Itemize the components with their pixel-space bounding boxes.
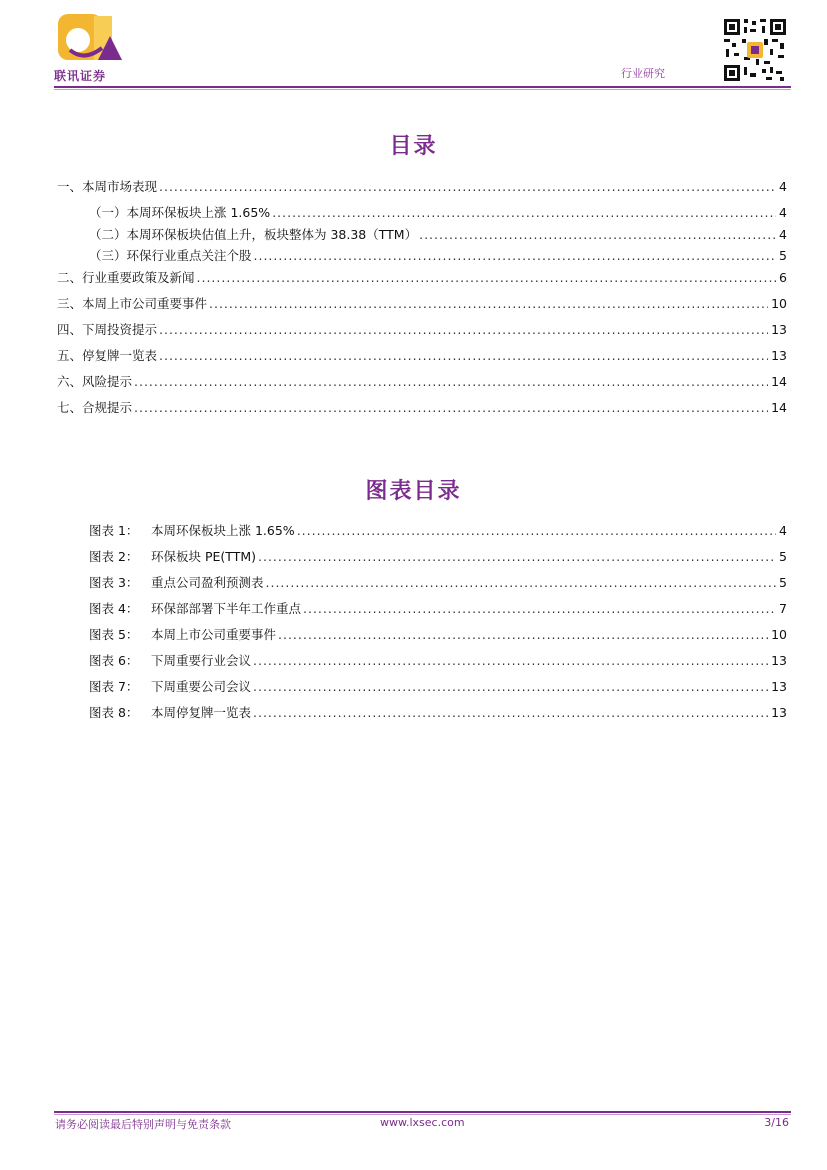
toc-item-page: 4 xyxy=(779,179,787,194)
toc-item[interactable] xyxy=(89,246,787,266)
figure-item[interactable] xyxy=(89,651,787,671)
figure-page: 5 xyxy=(779,575,787,590)
figure-page: 5 xyxy=(779,549,787,564)
toc-leader xyxy=(159,322,768,337)
figure-number: 图表 6： xyxy=(89,653,139,668)
figure-label: 重点公司盈利预测表 xyxy=(151,575,264,590)
figure-number: 图表 3： xyxy=(89,575,139,590)
toc-item-page: 6 xyxy=(779,270,787,285)
figure-item[interactable] xyxy=(89,599,787,619)
toc-item-label: 六、风险提示 xyxy=(57,374,133,389)
footer-website[interactable]: www.lxsec.com xyxy=(380,1116,465,1129)
toc-item[interactable] xyxy=(89,225,787,245)
figure-label: 环保部部署下半年工作重点 xyxy=(151,601,302,616)
figure-item[interactable] xyxy=(89,703,787,723)
toc-leader xyxy=(272,205,776,220)
logo-mark-icon xyxy=(54,10,134,68)
toc-item-page: 14 xyxy=(771,400,787,415)
footer-divider-thin xyxy=(54,1114,791,1115)
figure-item[interactable] xyxy=(89,573,787,593)
toc-title: 目录 xyxy=(389,134,438,159)
figure-page: 7 xyxy=(779,601,787,616)
toc-leader xyxy=(159,348,768,363)
toc-leader xyxy=(419,227,776,242)
toc-leader xyxy=(253,705,768,720)
figure-page: 13 xyxy=(771,679,787,694)
toc-item-label: 二、行业重要政策及新闻 xyxy=(57,270,195,285)
toc-item-page: 5 xyxy=(779,248,787,263)
toc-item[interactable] xyxy=(57,372,787,392)
company-logo xyxy=(54,10,134,84)
toc-item-label: 四、下周投资提示 xyxy=(57,322,158,337)
toc-item[interactable] xyxy=(89,203,787,223)
toc-leader xyxy=(253,653,768,668)
figure-number: 图表 2： xyxy=(89,549,139,564)
figure-number: 图表 4： xyxy=(89,601,139,616)
figure-item[interactable] xyxy=(89,521,787,541)
toc-leader xyxy=(297,523,776,538)
figure-item[interactable] xyxy=(89,547,787,567)
figure-item[interactable] xyxy=(89,677,787,697)
figure-number: 图表 5： xyxy=(89,627,139,642)
figure-number: 图表 7： xyxy=(89,679,139,694)
toc-item-page: 14 xyxy=(771,374,787,389)
toc-item[interactable] xyxy=(57,320,787,340)
toc-item-label: 一、本周市场表现 xyxy=(57,179,158,194)
toc-leader xyxy=(134,374,768,389)
toc-item-label: 七、合规提示 xyxy=(57,400,133,415)
toc-item[interactable] xyxy=(57,294,787,314)
qr-code-icon xyxy=(722,17,788,83)
toc-item-label: 五、停复牌一览表 xyxy=(57,348,158,363)
header-divider xyxy=(54,86,791,88)
toc-item-page: 13 xyxy=(771,322,787,337)
toc-leader xyxy=(197,270,777,285)
figure-number: 图表 8： xyxy=(89,705,139,720)
figure-page: 10 xyxy=(771,627,787,642)
toc-item-label: （三）环保行业重点关注个股 xyxy=(89,248,252,263)
header-divider-thin xyxy=(54,89,791,90)
toc-item-page: 10 xyxy=(771,296,787,311)
figures-title: 图表目录 xyxy=(365,479,462,504)
section-label: 行业研究 xyxy=(621,67,665,80)
toc-item-page: 13 xyxy=(771,348,787,363)
toc-item-label: （二）本周环保板块估值上升，板块整体为 38.38（TTM） xyxy=(89,227,418,242)
figure-page: 13 xyxy=(771,653,787,668)
toc-leader xyxy=(303,601,776,616)
toc-leader xyxy=(209,296,768,311)
toc-item-page: 4 xyxy=(779,205,787,220)
footer-disclaimer: 请务必阅读最后特别声明与免责条款 xyxy=(55,1118,231,1131)
figure-label: 环保板块 PE(TTM) xyxy=(151,549,256,564)
figure-page: 4 xyxy=(779,523,787,538)
toc-leader xyxy=(253,679,768,694)
toc-leader xyxy=(254,248,777,263)
toc-leader xyxy=(258,549,776,564)
toc-item-page: 4 xyxy=(779,227,787,242)
toc-item[interactable] xyxy=(57,398,787,418)
figure-label: 本周停复牌一览表 xyxy=(151,705,252,720)
toc-leader xyxy=(266,575,777,590)
toc-leader xyxy=(159,179,776,194)
footer-divider xyxy=(54,1111,791,1113)
figure-item[interactable] xyxy=(89,625,787,645)
figure-label: 本周上市公司重要事件 xyxy=(151,627,277,642)
toc-leader xyxy=(278,627,768,642)
toc-item[interactable] xyxy=(57,268,787,288)
page-number: 3/16 xyxy=(764,1116,789,1129)
figure-number: 图表 1： xyxy=(89,523,139,538)
figure-label: 下周重要行业会议 xyxy=(151,653,252,668)
toc-item-label: 三、本周上市公司重要事件 xyxy=(57,296,208,311)
figure-label: 下周重要公司会议 xyxy=(151,679,252,694)
toc-item-label: （一）本周环保板块上涨 1.65% xyxy=(89,205,271,220)
figure-page: 13 xyxy=(771,705,787,720)
brand-name: 联讯证券 xyxy=(54,69,107,83)
toc-leader xyxy=(134,400,768,415)
figure-label: 本周环保板块上涨 1.65% xyxy=(151,523,295,538)
toc-item[interactable] xyxy=(57,177,787,197)
toc-item[interactable] xyxy=(57,346,787,366)
